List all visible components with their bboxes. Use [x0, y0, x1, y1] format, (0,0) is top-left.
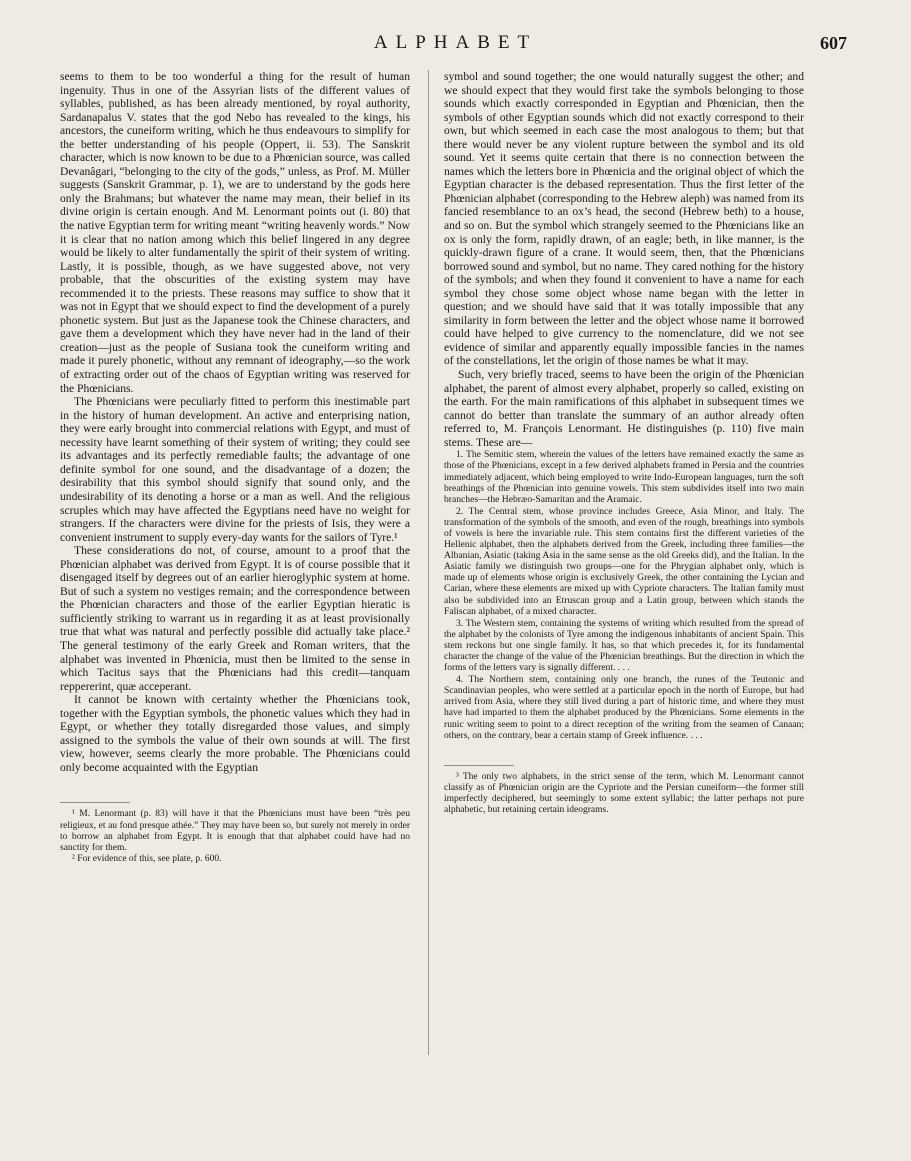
left-body — [60, 70, 410, 774]
list-item: 3. The Western stem, containing the systems of writing which resulted from the spread of the alphabet by the colonists of Tyre among the indigenous inhabitants of ancient Spain. This stem reckons but one single family. It has, so that which precedes it, for its fundamental character the change of the value of the Phœnician breathings. But the direction in which the forms of the letters vary is signally different. . . . — [444, 617, 804, 674]
paragraph: It cannot be known with certainty whether the Phœnicians took, together with the Egyptian symbols, the phonetic values which they had in Egypt, or whether they totally disregarded those values, and simply assigned to the symbols the value of their own sounds at will. The first view, however, seems clearly the more probable. The Phœnicians could only become acquainted with the Egyptian — [60, 693, 410, 774]
footnote-divider — [60, 802, 130, 803]
right-body — [444, 70, 804, 449]
list-item: 2. The Central stem, whose province includes Greece, Asia Minor, and Italy. The transformation of the symbols of the smooth, and even of the rough, breathings into symbols of vowels is here the invariable rule. This stem contains first the different varieties of the Hellenic alphabet, then the alphabets derived from the Greek, including three families—the Albanian, Asiatic (taking Asia in the same sense as the old Greeks did), and the Italian. In the Asiatic family we distinguish two groups—one for the Phrygian alphabet only, which is made up of elements whose origin is exclusively Greek, the other containing the Lycian and Carian, where these elements are mixed up with Cypriote characters. The Italian family must also be subdivided into an Etruscan group and a Latin group, between which stands the Faliscan alphabet, of a mixed character. — [444, 505, 804, 617]
footnote: ³ The only two alphabets, in the strict sense of the term, which M. Lenormant cannot classify as of Phœnician origin are the Cypriote and the Persian cuneiform—the former still imperfectly deciphered, but seemingly to some extent syllabic; the latter perhaps not pure alphabetic, but retaining certain ideograms. — [444, 771, 804, 816]
list-item: 4. The Northern stem, containing only one branch, the runes of the Teutonic and Scandinavian peoples, who were settled at a particular epoch in the north of Europe, but had arrived from Asia, where they still lived during a part of historic time, and where they must have had imparted to them the alphabet produced by the Phœnicians. Some elements in the runic writing seem to point to a direct reception of the writing from the seamen of Canaan; others, on the contrary, bear a certain stamp of Greek influence. . . . — [444, 674, 804, 741]
paragraph: symbol and sound together; the one would naturally suggest the other; and we should expect that they would first take the symbols belonging to those sounds which exactly corresponded in Egyptian and Phœnician, then the symbols of other Egyptian sounds which did not exactly correspond to their own, but which seemed in each case the most analogous to them; but that there would never be any violent rupture between the symbol and its old sound. Yet it seems quite certain that there is no connection between the names which the letters bore in Phœnicia and the original object of which the Egyptian character is the debased representation. Thus the first letter of the Phœnician alphabet (corresponding to the Hebrew aleph) was named from its fancied resemblance to an ox’s head, the second (Hebrew beth) to a house, and so on. But the symbol which strangely seemed to the Phœnicians like an ox is only the form, rapidly drawn, of an eagle; beth, in like manner, is the quickly-drawn figure of a crane. It would seem, then, that the Phœnicians borrowed sound and symbol, but no name. They cared nothing for the history of the symbols; and when they found it convenient to have a name for each symbol they chose some object whose name began with the letter in question; and we should have said that it was totally impossible that any similarity in form between the letter and the object whose name it borrowed could have helped to give currency to the nomenclature, did we not see evidence of similar and apparently equally impossible fancies in the names of the constellations, let the origin of those names be what it may. — [444, 70, 804, 368]
paragraph: These considerations do not, of course, amount to a proof that the Phœnician alphabet was derived from Egypt. It is of course possible that it disengaged itself by degrees out of an earlier hieroglyphic system at home. But of such a system no vestiges remain; and the correspondence between the Phœnician characters and those of the earlier Egyptian hieratic is sufficiently striking to warrant us in regarding it as at least provisionally true that what was natural and perfectly possible did actually take place.² The general testimony of the early Greek and Roman writers, that the alphabet was invented in Phœnicia, must then be limited to the sense in which Tacitus says that the Phœnicians had this credit—tanquam reppererint, quæ acceperant. — [60, 544, 410, 693]
left-column — [60, 70, 410, 865]
stems-list — [444, 449, 804, 740]
right-footnotes — [444, 772, 804, 816]
paragraph: seems to them to be too wonderful a thing for the result of human ingenuity. Thus in one of the Assyrian lists of the different values of syllables, published, as has been already mentioned, by royal authority, Sardanapalus V. states that the god Nebo has revealed to the kings, his ancestors, the cuneiform writing, which he thus endeavours to simplify for the better understanding of his people (Oppert, ii. 53). The Sanskrit character, which is now known to be due to a Phœnician source, was called Devanâgari, “belonging to the city of the gods,” unless, as Prof. M. Müller suggests (Sanskrit Grammar, p. 1), we are to understand by the gods here only the Brahmans; but whatever the name may mean, their belief in its divine origin is certain enough. And M. Lenormant points out (i. 80) that the native Egyptian term for writing meant “writing heavenly words.” Now it is clear that no nation among which this belief lingered in any degree would be likely to alter fundamentally the spirit of their system of writing. Lastly, it is possible, though, as we have suggested above, not very probable, that the obscurities of the existing system may have recommended it to the priests. These reasons may suffice to show that it was not in Egypt that we should expect to find the development of a purely phonetic system. But just as the Japanese took the Chinese characters, and gave them a development which they have never had in the land of their creation—just as the people of Susiana took the cuneiform writing and made it purely phonetic, without any remnant of ideography,—so the work of extracting order out of the chaos of Egyptian writing was reserved for the Phœnicians. — [60, 70, 410, 395]
list-item: 1. The Semitic stem, wherein the values of the letters have remained exactly the same as those of the Phœnicians, except in a few derived alphabets framed in Persia and the countries immediately adjacent, which being employed to write Indo-European languages, turn the soft breathings of the Phœnician into genuine vowels. This stem subdivides itself into two main branches—the Hebræo-Samaritan and the Aramaic. — [444, 449, 804, 505]
footnote-divider — [444, 765, 514, 766]
paragraph: The Phœnicians were peculiarly fitted to perform this inestimable part in the history of human development. An active and enterprising nation, they were early brought into commercial relations with Egypt, and must of necessity have learnt something of their system of writing; they could see its advantages and its perfectly remediable faults; the advantage of one definite symbol for one sound, and the disadvantage of a dozen; the desirability that this symbol should signify that sound only, and the undesirability of its denoting a horse or a man as well. And the religious scruples which may have affected the Egyptians need have no weight for strangers. If the characters were divine for the priests of Isis, they were a convenient instrument to supply every-day wants for the sailors of Tyre.¹ — [60, 395, 410, 544]
column-divider — [428, 70, 429, 1055]
left-footnotes — [60, 809, 410, 864]
right-column — [444, 70, 804, 816]
running-head: ALPHABET — [373, 32, 538, 53]
footnote: ² For evidence of this, see plate, p. 600. — [72, 853, 222, 864]
page-number: 607 — [820, 33, 847, 53]
paragraph: Such, very briefly traced, seems to have been the origin of the Phœnician alphabet, the parent of almost every alphabet, properly so called, existing on the earth. For the main ramifications of this alphabet in subsequent times we cannot do better than translate the summary of an author already often referred to, M. François Lenormant. He distinguishes (p. 110) five main stems. These are— — [444, 368, 804, 449]
footnote: ¹ M. Lenormant (p. 83) will have it that the Phœnicians must have been “très peu religieux, et au fond presque athée.” They may have been so, but surely not merely in order to borrow an alphabet from Egypt. It is enough that that alphabet could have had no sanctity for them. — [60, 809, 410, 853]
